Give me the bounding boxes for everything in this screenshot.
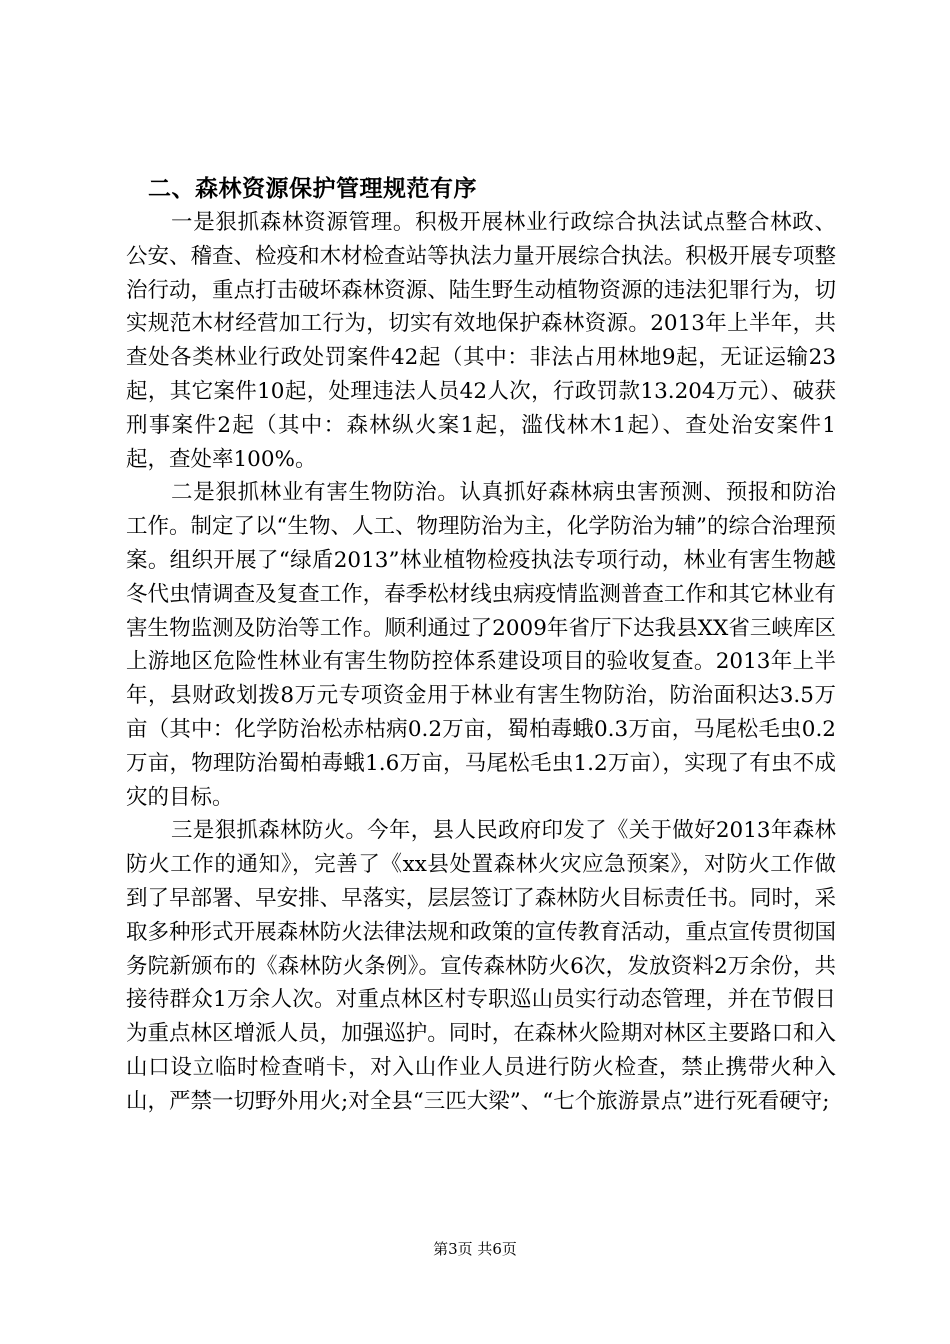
paragraph-fire-prevention: 三是狠抓森林防火。今年，县人民政府印发了《关于做好2013年森林防火工作的通知》，完善了《xx县处置森林火灾应急预案》，对防火工作做到了早部署、早安排、早落实，层层签订了森林防火目标责任书。同时，采取多种形式开展森林防火法律法规和政策的宣传教育活动，重点宣传贯彻国务院新颁布的《森林防火条例》。宣传森林防火6次，发放资料2万余份，共接待群众1万余人次。对重点林区村专职巡山员实行动态管理，并在节假日为重点林区增派人员，加强巡护。同时，在森林火险期对林区主要路口和入山口设立临时检查哨卡，对入山作业人员进行防火检查，禁止携带火种入山，严禁一切野外用火;对全县“三匹大梁”、“七个旅游景点”进行死看硬守;: [126, 818, 836, 1114]
page-number-footer: 第3页 共6页: [433, 1240, 517, 1258]
section-heading: 二、森林资源保护管理规范有序: [148, 176, 477, 202]
paragraph-forest-resource-management: 一是狠抓森林资源管理。积极开展林业行政综合执法试点整合林政、公安、稽查、检疫和木材检查站等执法力量开展综合执法。积极开展专项整治行动，重点打击破坏森林资源、陆生野生动植物资源的违法犯罪行为，切实规范木材经营加工行为，切实有效地保护森林资源。2013年上半年，共查处各类林业行政处罚案件42起（其中：非法占用林地9起，无证运输23起，其它案件10起，处理违法人员42人次，行政罚款13.204万元）、破获刑事案件2起（其中：森林纵火案1起，滥伐林木1起）、查处治安案件1起，查处率100%。: [126, 210, 836, 472]
page-body: [126, 172, 836, 1119]
paragraph-pest-control: 二是狠抓林业有害生物防治。认真抓好森林病虫害预测、预报和防治工作。制定了以“生物、人工、物理防治为主，化学防治为辅”的综合治理预案。组织开展了“绿盾2013”林业植物检疫执法专项行动，林业有害生物越冬代虫情调查及复查工作，春季松材线虫病疫情监测普查工作和其它林业有害生物监测及防治等工作。顺利通过了2009年省厅下达我县XX省三峡库区上游地区危险性林业有害生物防控体系建设项目的验收复查。2013年上半年，县财政划拨8万元专项资金用于林业有害生物防治，防治面积达3.5万亩（其中：化学防治松赤枯病0.2万亩，蜀柏毒蛾0.3万亩，马尾松毛虫0.2万亩，物理防治蜀柏毒蛾1.6万亩，马尾松毛虫1.2万亩），实现了有虫不成灾的目标。: [126, 480, 836, 810]
